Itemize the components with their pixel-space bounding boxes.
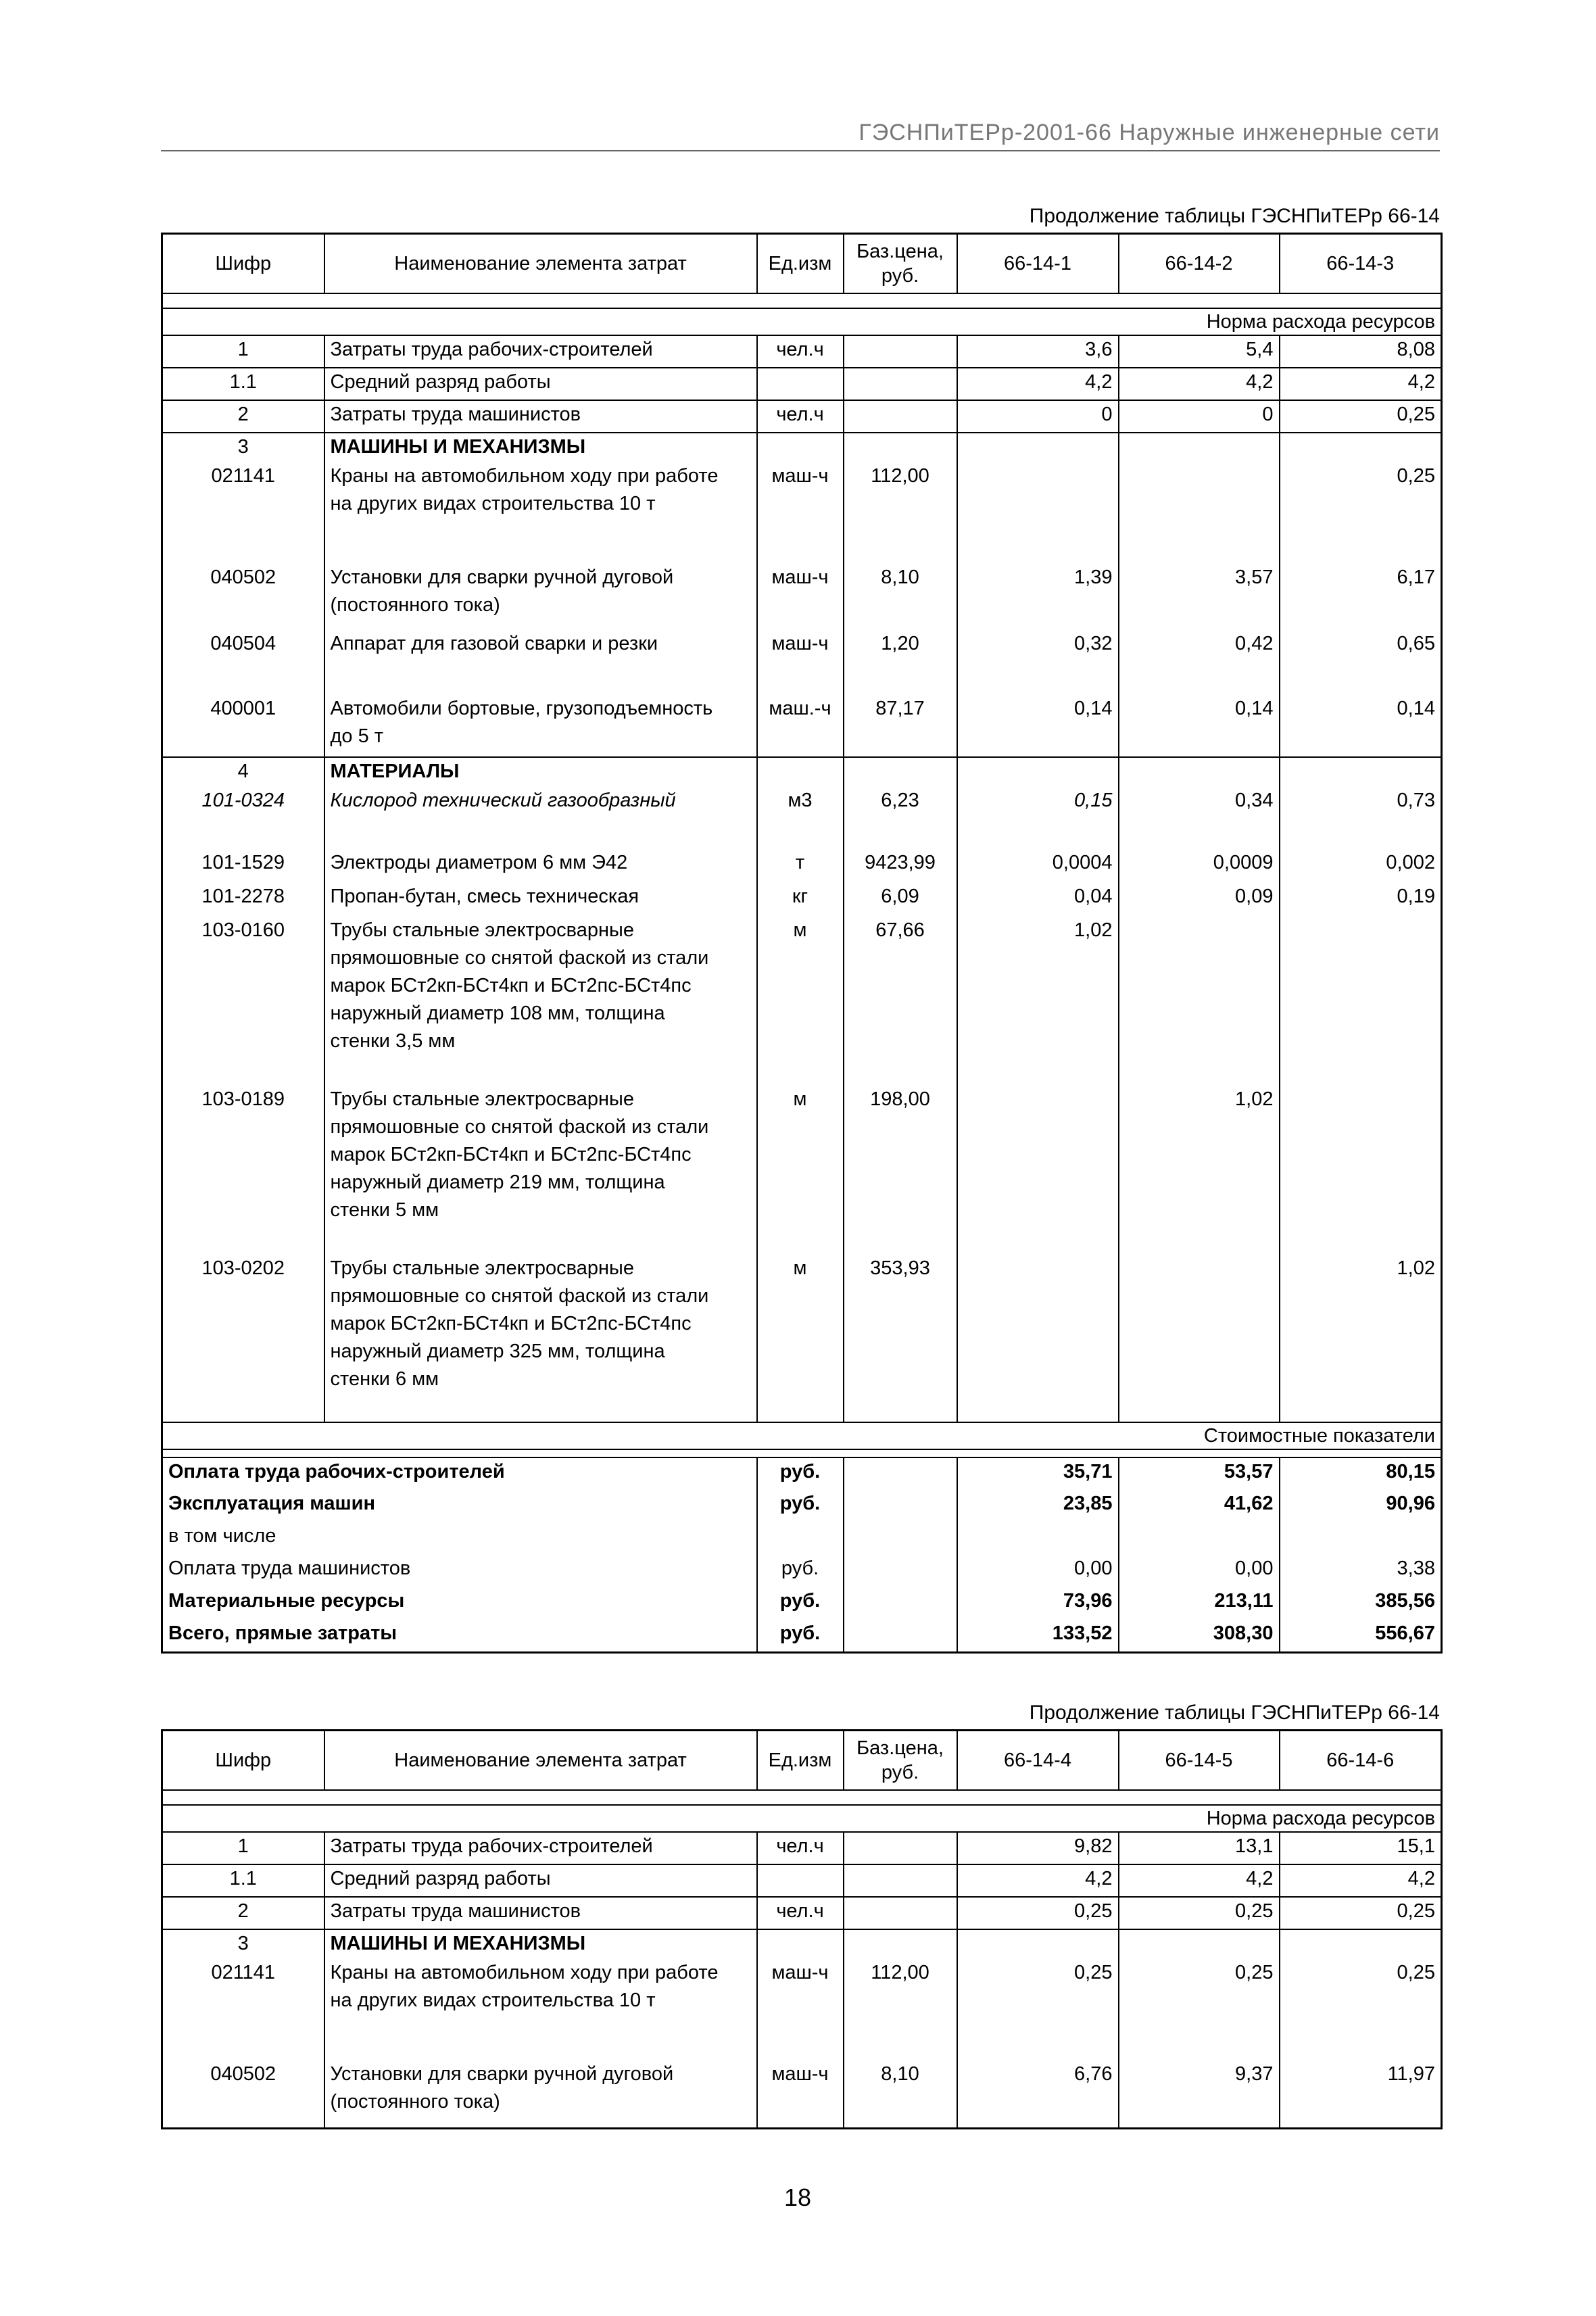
row-value-1 (957, 1255, 1119, 1422)
row-unit: чел.ч (757, 1897, 844, 1929)
row-price: 67,66 (844, 917, 957, 1086)
row-value-2: 0 (1119, 400, 1280, 433)
row-value-1: 0,25 (957, 1959, 1119, 2060)
row-value-3: 0,19 (1280, 883, 1442, 917)
row-unit (757, 368, 844, 400)
col-code-header: Шифр (162, 234, 324, 294)
row-price: 87,17 (844, 695, 957, 757)
row-price: 8,10 (844, 564, 957, 630)
row-value-1: 3,6 (957, 335, 1119, 368)
cost-value-3 (1280, 1522, 1442, 1555)
table-row (162, 695, 1442, 757)
row-value-3: 0,002 (1280, 849, 1442, 883)
cost-name: Оплата труда машинистов (162, 1555, 757, 1587)
table-row (162, 630, 1442, 695)
row-value-3: 11,97 (1280, 2060, 1442, 2128)
row-price: 6,09 (844, 883, 957, 917)
row-name: Электроды диаметром 6 мм Э42 (324, 849, 757, 883)
row-value-1 (957, 1086, 1119, 1255)
row-price: 112,00 (844, 1959, 957, 2060)
row-value-3 (1280, 1086, 1442, 1255)
row-value-2: 1,02 (1119, 1086, 1280, 1255)
row-name: Трубы стальные электросварные прямошовные со снятой фаской из стали марок БСт2кп-БСт4кп и БСт2пс-БСт4пс наружный диаметр 108 мм, толщина стенки 3,5 мм (324, 917, 757, 1086)
cost-value-2: 213,11 (1119, 1587, 1280, 1620)
row-name: Средний разряд работы (324, 1864, 757, 1897)
row-value-3: 15,1 (1280, 1832, 1442, 1864)
cost-value-1 (957, 1522, 1119, 1555)
row-value-3: 4,2 (1280, 1864, 1442, 1897)
band-gap (162, 293, 1442, 308)
cost-value-2 (1119, 1522, 1280, 1555)
row-unit: чел.ч (757, 335, 844, 368)
row-price: 112,00 (844, 462, 957, 564)
table-row (162, 564, 1442, 630)
col-66-14-4-header: 66-14-4 (957, 1731, 1119, 1791)
col-66-14-6-header: 66-14-6 (1280, 1731, 1442, 1791)
row-name: Автомобили бортовые, грузоподъемность до 5 т (324, 695, 757, 757)
section-heading: МАТЕРИАЛЫ (324, 757, 757, 787)
row-code: 3 (162, 1929, 324, 1959)
section-heading: МАШИНЫ И МЕХАНИЗМЫ (324, 433, 757, 462)
row-code: 101-2278 (162, 883, 324, 917)
table-row (162, 787, 1442, 849)
row-value-2: 0,25 (1119, 1897, 1280, 1929)
table2-header-row (162, 1731, 1442, 1791)
row-code: 400001 (162, 695, 324, 757)
row-value-2: 5,4 (1119, 335, 1280, 368)
row-value-2 (1119, 917, 1280, 1086)
col-66-14-3-header: 66-14-3 (1280, 234, 1442, 294)
row-code: 4 (162, 757, 324, 787)
row-name: Аппарат для газовой сварки и резки (324, 630, 757, 695)
table-row (162, 1864, 1442, 1897)
table-row (162, 368, 1442, 400)
row-value-2: 0,09 (1119, 883, 1280, 917)
cost-row (162, 1620, 1442, 1652)
row-code: 040502 (162, 564, 324, 630)
row-unit: м (757, 917, 844, 1086)
table-row (162, 1959, 1442, 2060)
row-code: 1 (162, 335, 324, 368)
row-name: Краны на автомобильном ходу при работе на других видах строительства 10 т (324, 462, 757, 564)
table-row (162, 1086, 1442, 1255)
row-price (844, 1864, 957, 1897)
row-value-1: 0,0004 (957, 849, 1119, 883)
row-unit: чел.ч (757, 1832, 844, 1864)
row-value-2: 3,57 (1119, 564, 1280, 630)
row-value-1: 6,76 (957, 2060, 1119, 2128)
row-value-3: 0,25 (1280, 1897, 1442, 1929)
band-gap (162, 1790, 1442, 1805)
row-code: 040504 (162, 630, 324, 695)
row-code: 103-0189 (162, 1086, 324, 1255)
row-value-1: 4,2 (957, 1864, 1119, 1897)
table-row (162, 2060, 1442, 2128)
row-unit: кг (757, 883, 844, 917)
section-heading: МАШИНЫ И МЕХАНИЗМЫ (324, 1929, 757, 1959)
cost-value-3: 556,67 (1280, 1620, 1442, 1652)
cost-value-3: 80,15 (1280, 1457, 1442, 1490)
cost-row (162, 1555, 1442, 1587)
row-value-3: 0,25 (1280, 462, 1442, 564)
cost-unit: руб. (757, 1555, 844, 1587)
row-price: 8,10 (844, 2060, 957, 2128)
row-unit (757, 1864, 844, 1897)
row-value-3: 0,65 (1280, 630, 1442, 695)
row-value-3: 4,2 (1280, 368, 1442, 400)
cost-unit: руб. (757, 1620, 844, 1652)
row-value-3: 0,14 (1280, 695, 1442, 757)
cost-value-3: 385,56 (1280, 1587, 1442, 1620)
cost-label: Стоимостные показатели (162, 1422, 1442, 1449)
row-name: Трубы стальные электросварные прямошовные со снятой фаской из стали марок БСт2кп-БСт4кп и БСт2пс-БСт4пс наружный диаметр 325 мм, толщина стенки 6 мм (324, 1255, 757, 1422)
cost-unit: руб. (757, 1490, 844, 1522)
table1-header-row (162, 234, 1442, 294)
cost-value-1: 73,96 (957, 1587, 1119, 1620)
cost-value-1: 35,71 (957, 1457, 1119, 1490)
row-value-1: 0 (957, 400, 1119, 433)
row-unit: м3 (757, 787, 844, 849)
col-name-header: Наименование элемента затрат (324, 1731, 757, 1791)
row-value-3: 1,02 (1280, 1255, 1442, 1422)
row-name: Средний разряд работы (324, 368, 757, 400)
row-value-2: 0,25 (1119, 1959, 1280, 2060)
row-code: 021141 (162, 1959, 324, 2060)
cost-unit: руб. (757, 1587, 844, 1620)
row-price: 198,00 (844, 1086, 957, 1255)
row-value-1: 0,14 (957, 695, 1119, 757)
row-value-2: 0,42 (1119, 630, 1280, 695)
cost-row (162, 1457, 1442, 1490)
cost-value-1: 23,85 (957, 1490, 1119, 1522)
row-name: Затраты труда рабочих-строителей (324, 335, 757, 368)
row-value-3 (1280, 917, 1442, 1086)
row-value-2: 0,34 (1119, 787, 1280, 849)
col-price-header: Баз.цена, руб. (844, 1731, 957, 1791)
row-code: 103-0160 (162, 917, 324, 1086)
table-row (162, 400, 1442, 433)
row-price (844, 400, 957, 433)
cost-value-2: 53,57 (1119, 1457, 1280, 1490)
table-row (162, 757, 1442, 787)
row-price: 6,23 (844, 787, 957, 849)
cost-name: Материальные ресурсы (162, 1587, 757, 1620)
cost-unit (757, 1522, 844, 1555)
row-value-2: 13,1 (1119, 1832, 1280, 1864)
row-value-1: 0,15 (957, 787, 1119, 849)
row-unit: маш.-ч (757, 695, 844, 757)
table-row (162, 1832, 1442, 1864)
row-price: 353,93 (844, 1255, 957, 1422)
cost-name: в том числе (162, 1522, 757, 1555)
row-unit: маш-ч (757, 630, 844, 695)
col-price-header: Баз.цена, руб. (844, 234, 957, 294)
row-price: 9423,99 (844, 849, 957, 883)
row-name: Пропан-бутан, смесь техническая (324, 883, 757, 917)
row-value-2 (1119, 462, 1280, 564)
table2 (161, 1729, 1443, 2129)
row-code: 1 (162, 1832, 324, 1864)
table-row (162, 1255, 1442, 1422)
cost-name: Всего, прямые затраты (162, 1620, 757, 1652)
row-code: 021141 (162, 462, 324, 564)
row-code: 3 (162, 433, 324, 462)
band-gap (162, 1449, 1442, 1457)
row-code: 1.1 (162, 1864, 324, 1897)
row-name: Кислород технический газообразный (324, 787, 757, 849)
row-unit: маш-ч (757, 1959, 844, 2060)
col-code-header: Шифр (162, 1731, 324, 1791)
row-value-3: 6,17 (1280, 564, 1442, 630)
row-price (844, 1832, 957, 1864)
cost-value-2: 41,62 (1119, 1490, 1280, 1522)
row-price: 1,20 (844, 630, 957, 695)
row-code: 2 (162, 400, 324, 433)
row-value-1: 0,32 (957, 630, 1119, 695)
row-value-3: 0,25 (1280, 1959, 1442, 2060)
col-66-14-2-header: 66-14-2 (1119, 234, 1280, 294)
cost-row (162, 1522, 1442, 1555)
row-value-3: 0,73 (1280, 787, 1442, 849)
row-name: Трубы стальные электросварные прямошовные со снятой фаской из стали марок БСт2кп-БСт4кп и БСт2пс-БСт4пс наружный диаметр 219 мм, толщина стенки 5 мм (324, 1086, 757, 1255)
cost-value-1: 0,00 (957, 1555, 1119, 1587)
cost-name: Оплата труда рабочих-строителей (162, 1457, 757, 1490)
row-name: Затраты труда машинистов (324, 1897, 757, 1929)
row-unit: м (757, 1255, 844, 1422)
table-row (162, 849, 1442, 883)
row-unit: т (757, 849, 844, 883)
row-name: Краны на автомобильном ходу при работе на других видах строительства 10 т (324, 1959, 757, 2060)
cost-name: Эксплуатация машин (162, 1490, 757, 1522)
row-unit: м (757, 1086, 844, 1255)
row-code: 101-1529 (162, 849, 324, 883)
cost-value-2: 0,00 (1119, 1555, 1280, 1587)
table2-caption: Продолжение таблицы ГЭСНПиТЕРр 66-14 (1029, 1702, 1440, 1724)
table-row (162, 433, 1442, 462)
header-rule (161, 150, 1440, 151)
norm-label: Норма расхода ресурсов (162, 308, 1442, 335)
row-price (844, 335, 957, 368)
row-unit: чел.ч (757, 400, 844, 433)
row-value-1: 4,2 (957, 368, 1119, 400)
document-header: ГЭСНПиТЕРр-2001-66 Наружные инженерные сети (859, 120, 1440, 145)
cost-value-1: 133,52 (957, 1620, 1119, 1652)
row-value-1 (957, 462, 1119, 564)
row-value-3: 0,25 (1280, 400, 1442, 433)
table-row (162, 1929, 1442, 1959)
table-row (162, 1897, 1442, 1929)
row-value-2: 4,2 (1119, 368, 1280, 400)
table-row (162, 917, 1442, 1086)
table-row (162, 883, 1442, 917)
cost-value-2: 308,30 (1119, 1620, 1280, 1652)
page-number: 18 (783, 2184, 812, 2211)
cost-value-3: 3,38 (1280, 1555, 1442, 1587)
row-value-1: 0,25 (957, 1897, 1119, 1929)
table1-caption: Продолжение таблицы ГЭСНПиТЕРр 66-14 (1029, 205, 1440, 227)
cost-row (162, 1490, 1442, 1522)
row-code: 040502 (162, 2060, 324, 2128)
row-unit: маш-ч (757, 2060, 844, 2128)
row-value-1: 1,39 (957, 564, 1119, 630)
cost-value-3: 90,96 (1280, 1490, 1442, 1522)
row-name: Установки для сварки ручной дуговой (постоянного тока) (324, 564, 757, 630)
row-name: Установки для сварки ручной дуговой (постоянного тока) (324, 2060, 757, 2128)
row-code: 2 (162, 1897, 324, 1929)
col-name-header: Наименование элемента затрат (324, 234, 757, 294)
row-value-2: 4,2 (1119, 1864, 1280, 1897)
table1 (161, 233, 1443, 1654)
row-price (844, 368, 957, 400)
table-row (162, 335, 1442, 368)
row-code: 1.1 (162, 368, 324, 400)
col-unit-header: Ед.изм (757, 234, 844, 294)
row-unit: маш-ч (757, 564, 844, 630)
col-66-14-1-header: 66-14-1 (957, 234, 1119, 294)
row-value-2 (1119, 1255, 1280, 1422)
row-code: 103-0202 (162, 1255, 324, 1422)
cost-unit: руб. (757, 1457, 844, 1490)
norm-label: Норма расхода ресурсов (162, 1805, 1442, 1832)
row-value-2: 0,0009 (1119, 849, 1280, 883)
row-value-2: 0,14 (1119, 695, 1280, 757)
table-row (162, 462, 1442, 564)
row-value-1: 9,82 (957, 1832, 1119, 1864)
row-value-3: 8,08 (1280, 335, 1442, 368)
row-unit: маш-ч (757, 462, 844, 564)
row-code: 101-0324 (162, 787, 324, 849)
cost-row (162, 1587, 1442, 1620)
row-name: Затраты труда рабочих-строителей (324, 1832, 757, 1864)
row-value-1: 0,04 (957, 883, 1119, 917)
row-value-1: 1,02 (957, 917, 1119, 1086)
row-value-2: 9,37 (1119, 2060, 1280, 2128)
col-66-14-5-header: 66-14-5 (1119, 1731, 1280, 1791)
row-name: Затраты труда машинистов (324, 400, 757, 433)
col-unit-header: Ед.изм (757, 1731, 844, 1791)
row-price (844, 1897, 957, 1929)
